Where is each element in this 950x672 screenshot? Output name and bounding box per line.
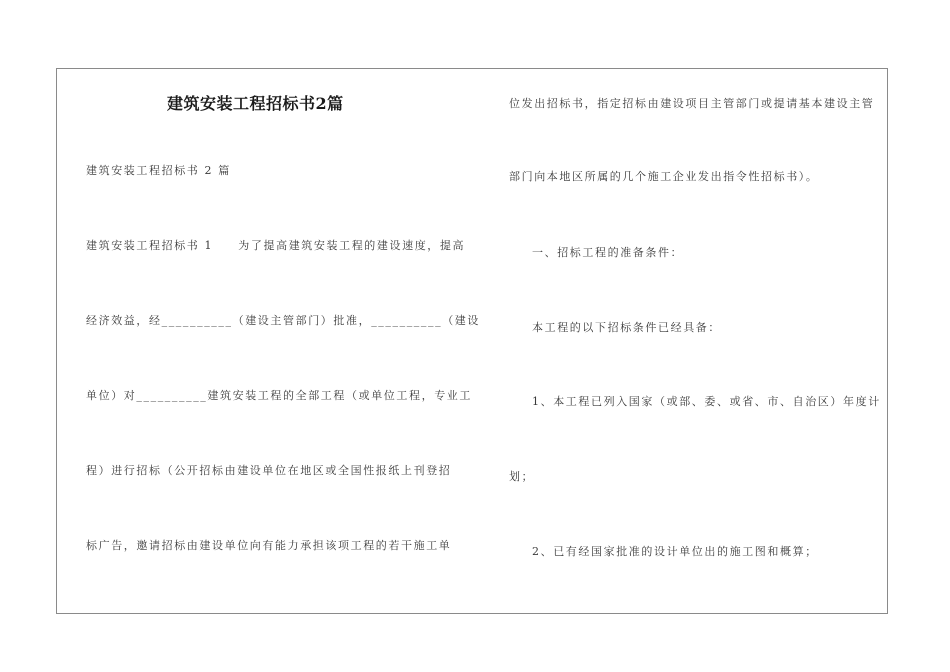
right-line-6: 划； [509,470,535,483]
right-line-4: 本工程的以下招标条件已经具备： [532,321,721,334]
document-page-frame [56,68,888,614]
left-line-1: 建筑安装工程招标书 2 篇 [86,164,231,177]
left-line-6: 标广告，邀请招标由建设单位向有能力承担该项工程的若干施工单 [86,539,452,552]
right-line-7: 2、已有经国家批准的设计单位出的施工图和概算； [532,545,818,558]
right-line-1: 位发出招标书，指定招标由建设项目主管部门或提请基本建设主管 [509,97,875,110]
document-title: 建筑安装工程招标书2篇 [167,94,344,113]
left-line-2: 建筑安装工程招标书 1 为了提高建筑安装工程的建设速度，提高 [86,239,466,252]
left-line-5: 程）进行招标（公开招标由建设单位在地区或全国性报纸上刊登招 [86,464,452,477]
right-line-2: 部门向本地区所属的几个施工企业发出指令性招标书）。 [509,170,819,183]
left-line-4: 单位）对__________建筑安装工程的全部工程（或单位工程，专业工 [86,389,472,402]
right-line-3: 一、招标工程的准备条件： [532,246,684,259]
right-line-5: 1、本工程已列入国家（或部、委、或省、市、自治区）年度计 [532,395,881,408]
left-line-3: 经济效益，经__________（建设主管部门）批准，__________（建设 [86,314,480,327]
